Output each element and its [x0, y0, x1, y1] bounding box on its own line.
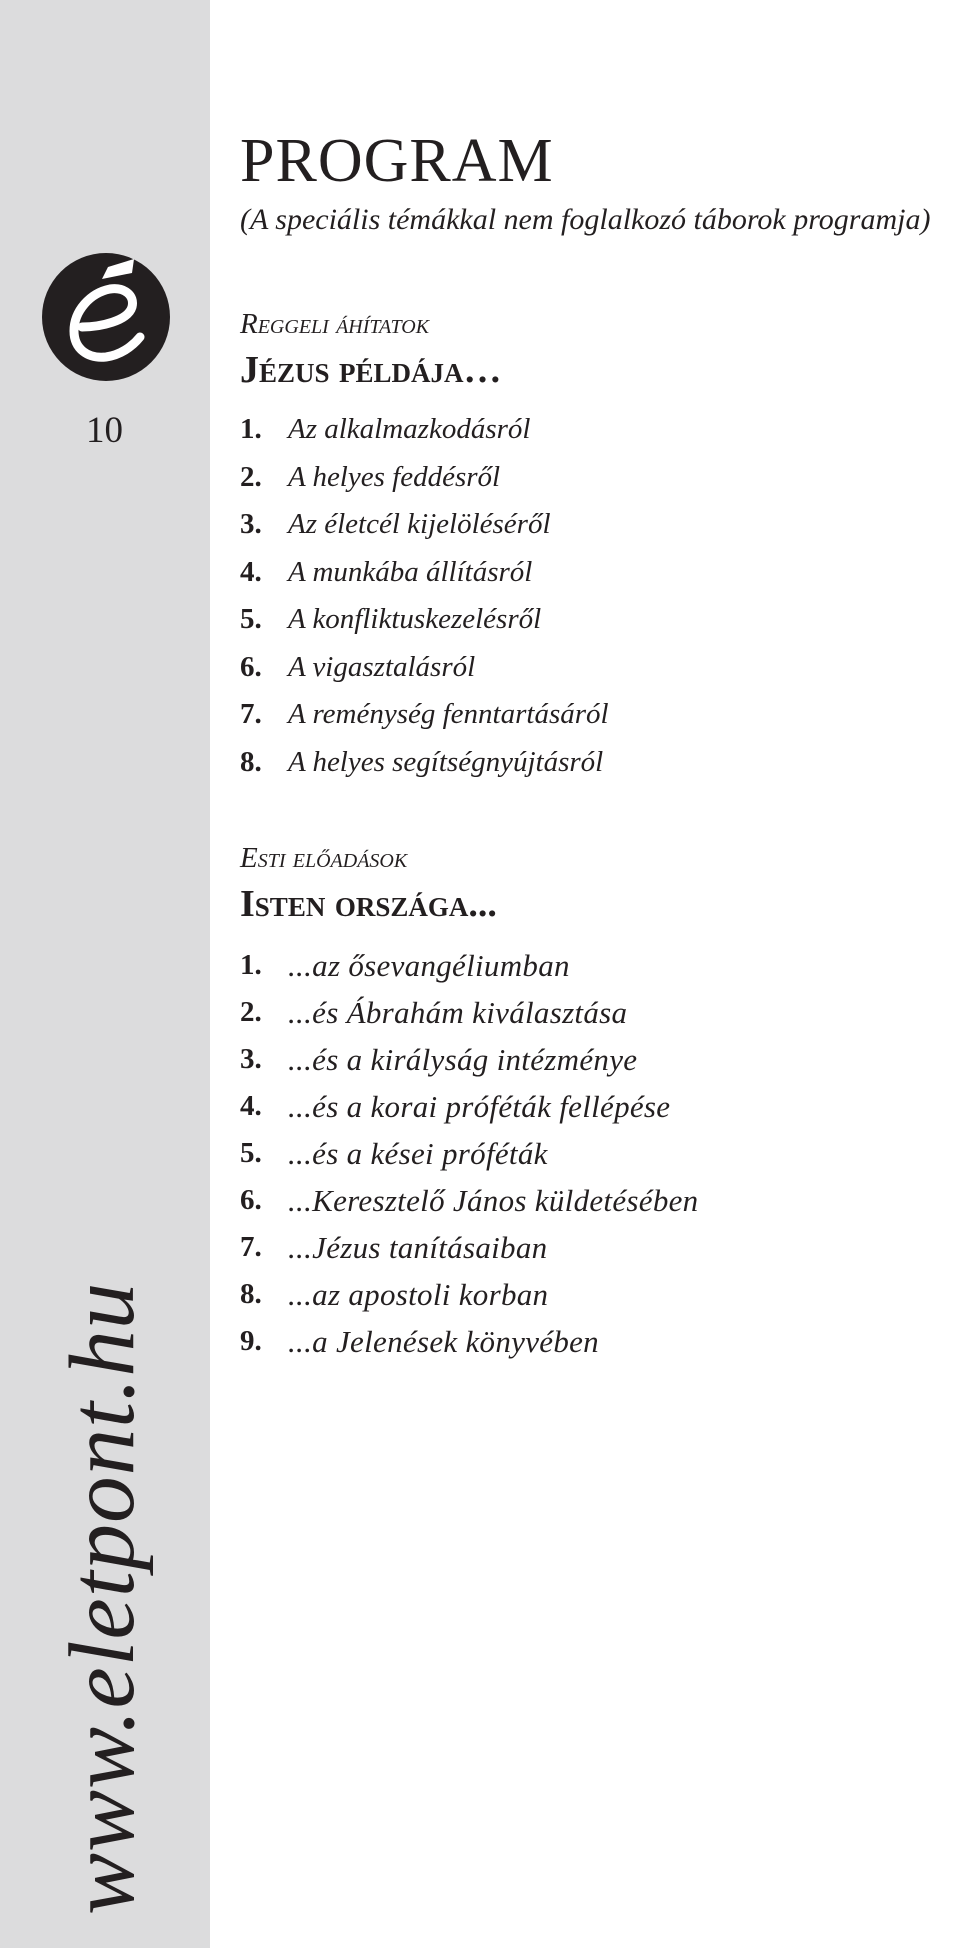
item-text: A reménység fenntartásáról: [288, 698, 609, 730]
item-text: Az alkalmazkodásról: [288, 413, 531, 445]
item-number: 2.: [240, 460, 262, 493]
list-item: [240, 1318, 698, 1365]
website-url: www.eletpont.hu: [51, 1281, 154, 1915]
item-number: 4.: [240, 1090, 262, 1122]
list-item: [240, 596, 609, 644]
e-acute-logo-icon: [42, 253, 170, 381]
list-item: [240, 644, 609, 692]
item-number: 5.: [240, 603, 262, 635]
list-item: [240, 739, 609, 787]
item-number: 5.: [240, 1137, 262, 1169]
morning-devotions-section: [240, 310, 609, 786]
evening-lectures-list: [240, 942, 698, 1365]
evening-lectures-section: [240, 844, 698, 1365]
item-text: ...a Jelenések könyvében: [288, 1324, 599, 1359]
item-text: ...és Ábrahám kiválasztása: [288, 995, 628, 1030]
item-text: A helyes feddésről: [288, 460, 501, 493]
item-number: 6.: [240, 650, 262, 683]
list-item: [240, 501, 609, 549]
section-heading: Isten országa...: [240, 883, 497, 925]
item-text: ...és a kései próféták: [288, 1136, 548, 1171]
list-item: [240, 406, 609, 454]
list-item: [240, 1036, 698, 1083]
item-text: ...és a korai próféták fellépése: [288, 1089, 671, 1124]
item-number: 3.: [240, 508, 262, 540]
list-item: [240, 942, 698, 989]
list-item: [240, 1271, 698, 1318]
item-number: 8.: [240, 1278, 262, 1310]
item-number: 1.: [240, 413, 262, 445]
item-number: 7.: [240, 1231, 262, 1263]
item-text: A vigasztalásról: [288, 650, 476, 683]
list-item: [240, 989, 698, 1036]
item-text: A konfliktuskezelésről: [288, 603, 542, 635]
list-item: [240, 454, 609, 502]
item-text: ...Jézus tanításaiban: [288, 1230, 548, 1265]
item-text: ...Keresztelő János küldetésében: [288, 1183, 699, 1218]
item-number: 6.: [240, 1184, 262, 1216]
section-label: Esti előadások: [240, 842, 408, 874]
item-text: ...az ősevangéliumban: [288, 948, 570, 983]
item-number: 7.: [240, 698, 262, 730]
item-number: 9.: [240, 1325, 262, 1357]
page-subtitle: (A speciális témákkal nem foglalkozó táborok programja): [240, 203, 931, 236]
item-number: 4.: [240, 555, 262, 588]
item-number: 2.: [240, 996, 262, 1028]
morning-devotions-list: [240, 406, 609, 786]
list-item: [240, 1130, 698, 1177]
list-item: [240, 549, 609, 597]
item-text: A helyes segítségnyújtásról: [288, 745, 604, 778]
list-item: [240, 691, 609, 739]
item-number: 8.: [240, 745, 262, 778]
sidebar: [0, 0, 210, 1948]
list-item: [240, 1224, 698, 1271]
item-number: 3.: [240, 1043, 262, 1075]
item-text: A munkába állításról: [288, 555, 533, 588]
section-heading: Jézus példája…: [240, 349, 502, 391]
list-item: [240, 1177, 698, 1224]
section-label: Reggeli áhítatok: [240, 308, 430, 340]
item-number: 1.: [240, 949, 262, 981]
page-title: PROGRAM: [240, 127, 554, 195]
page-number: 10: [86, 410, 123, 451]
list-item: [240, 1083, 698, 1130]
item-text: Az életcél kijelöléséről: [288, 508, 551, 540]
item-text: ...és a királyság intézménye: [288, 1042, 638, 1077]
item-text: ...az apostoli korban: [288, 1277, 549, 1312]
